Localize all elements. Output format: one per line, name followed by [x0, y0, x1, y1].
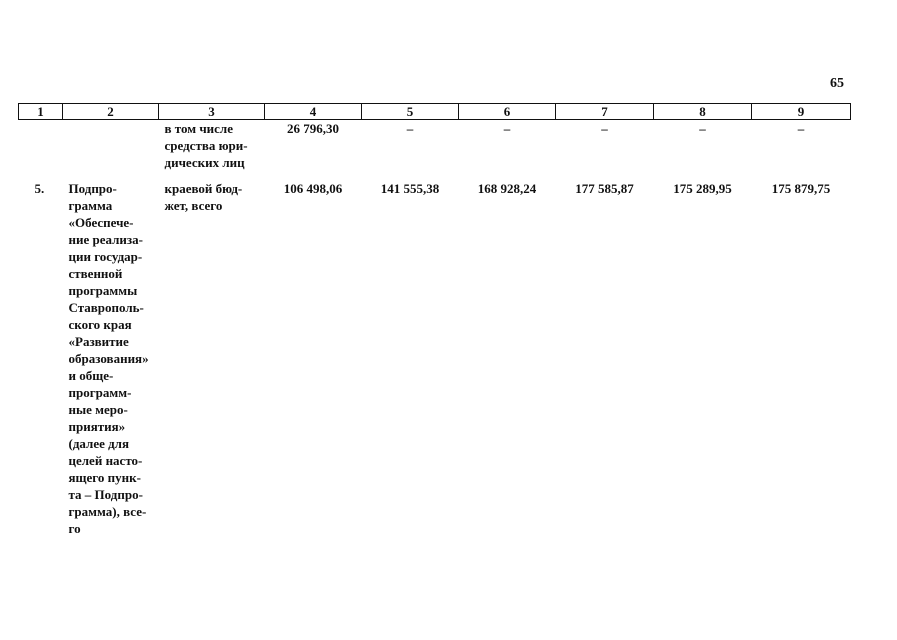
text-line: краевой бюд-	[164, 181, 243, 196]
text-line: ние реализа-	[68, 232, 143, 247]
row-funding-source	[159, 120, 265, 181]
value-cell: 177 585,87	[575, 181, 634, 196]
text-line: дических лиц	[164, 155, 245, 170]
page-number: 65	[830, 76, 844, 91]
value-cell: 175 289,95	[673, 181, 732, 196]
column-header: 1	[19, 104, 63, 120]
column-header: 6	[459, 104, 556, 120]
text-line: ского края	[68, 317, 132, 332]
text-line: ные меро-	[68, 402, 128, 417]
value-cell: 141 555,38	[380, 181, 440, 196]
column-header: 3	[159, 104, 265, 120]
value-cell: –	[503, 121, 511, 136]
text-line: ственной	[68, 266, 123, 281]
budget-table	[18, 103, 851, 537]
text-line: та – Подпро-	[68, 487, 143, 502]
text-line: го	[68, 521, 81, 536]
text-line: программы	[68, 283, 138, 298]
value-cell: –	[601, 121, 608, 136]
text-line: приятия»	[68, 419, 126, 434]
value-cell: –	[797, 121, 805, 136]
value-cell: –	[699, 121, 706, 136]
value-cell: 175 879,75	[771, 181, 831, 196]
column-header: 4	[265, 104, 362, 120]
table-row	[19, 120, 851, 181]
text-line: жет, всего	[164, 198, 223, 213]
text-line: средства юри-	[164, 138, 248, 153]
table-header-row	[19, 104, 851, 120]
row-name	[63, 120, 159, 181]
text-line: грамма	[68, 198, 113, 213]
text-line: «Обеспече-	[68, 215, 134, 230]
text-line: ящего пунк-	[68, 470, 141, 485]
row-funding-source	[159, 180, 265, 537]
text-line: целей насто-	[68, 453, 143, 468]
text-line: Ставрополь-	[68, 300, 144, 315]
column-header: 2	[63, 104, 159, 120]
text-line: грамма), все-	[68, 504, 147, 519]
text-line: программ-	[68, 385, 132, 400]
row-index	[19, 120, 63, 181]
value-cell: 106 498,06	[283, 181, 343, 196]
table-row	[19, 180, 851, 537]
text-line: образования»	[68, 351, 149, 366]
text-line: и обще-	[68, 368, 114, 383]
value-cell: –	[406, 121, 414, 136]
row-index: 5.	[34, 181, 45, 196]
text-line: «Развитие	[68, 334, 129, 349]
value-cell: 26 796,30	[287, 121, 339, 136]
value-cell: 168 928,24	[477, 181, 537, 196]
text-line: ции государ-	[68, 249, 143, 264]
column-header: 5	[362, 104, 459, 120]
text-line: в том числе	[164, 121, 233, 136]
row-name	[63, 180, 159, 537]
text-line: (далее для	[68, 436, 130, 451]
column-header: 9	[752, 104, 851, 120]
column-header: 8	[654, 104, 752, 120]
text-line: Подпро-	[68, 181, 117, 196]
column-header: 7	[556, 104, 654, 120]
